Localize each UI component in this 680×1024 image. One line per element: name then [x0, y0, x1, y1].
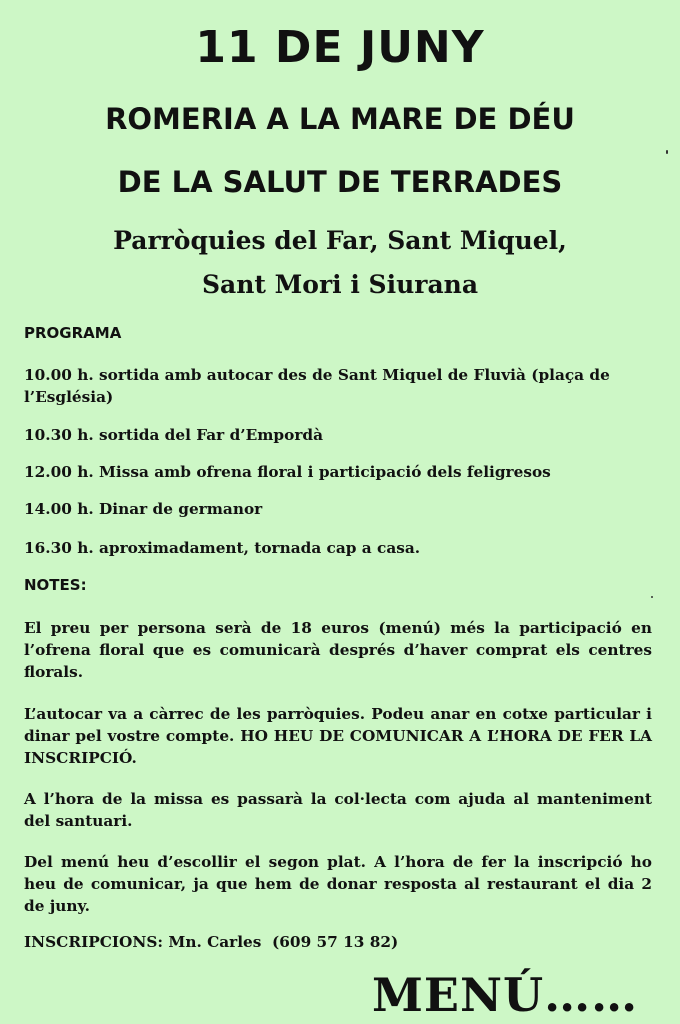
note-paragraph: L’autocar va a càrrec de les parròquies. Podeu anar en cotxe particular i dinar pel vostre compte. HO HEU DE COMUNICAR A L’HORA DE FER LA INSCRIPCIÓ. — [24, 705, 652, 767]
scan-speck — [651, 596, 653, 598]
program-item: 10.00 h. sortida amb autocar des de Sant Miquel de Fluvià (plaça de l’Església) — [24, 366, 610, 406]
note-paragraph: A l’hora de la missa es passarà la col·lecta com ajuda al manteniment del santuari. — [24, 790, 652, 830]
menu-heading: MENÚ…… — [372, 968, 639, 1022]
note-paragraph: El preu per persona serà de 18 euros (menú) més la participació en l’ofrena floral que es comunicarà després d’haver comprat els centres florals. — [24, 619, 652, 681]
note-paragraph: Del menú heu d’escollir el segon plat. A l’hora de fer la inscripció ho heu de comunicar, ja que hem de donar resposta al restaurant el dia 2 de juny. — [24, 853, 652, 915]
event-title-line-2: DE LA SALUT DE TERRADES — [117, 165, 563, 199]
scan-speck — [666, 150, 668, 154]
program-item: 10.30 h. sortida del Far d’Empordà — [24, 426, 323, 444]
program-heading: PROGRAMA — [24, 324, 122, 342]
event-date: 11 DE JUNY — [195, 22, 485, 73]
notes-heading: NOTES: — [24, 576, 87, 594]
parishes-line-1: Parròquies del Far, Sant Miquel, — [113, 226, 567, 255]
program-item: 12.00 h. Missa amb ofrena floral i participació dels feligresos — [24, 463, 551, 481]
event-title-line-1: ROMERIA A LA MARE DE DÉU — [105, 102, 575, 136]
program-item: 14.00 h. Dinar de germanor — [24, 500, 263, 518]
program-item: 16.30 h. aproximadament, tornada cap a casa. — [24, 539, 421, 557]
parishes-line-2: Sant Mori i Siurana — [201, 270, 479, 299]
inscriptions-contact: INSCRIPCIONS: Mn. Carles (609 57 13 82) — [24, 933, 399, 951]
